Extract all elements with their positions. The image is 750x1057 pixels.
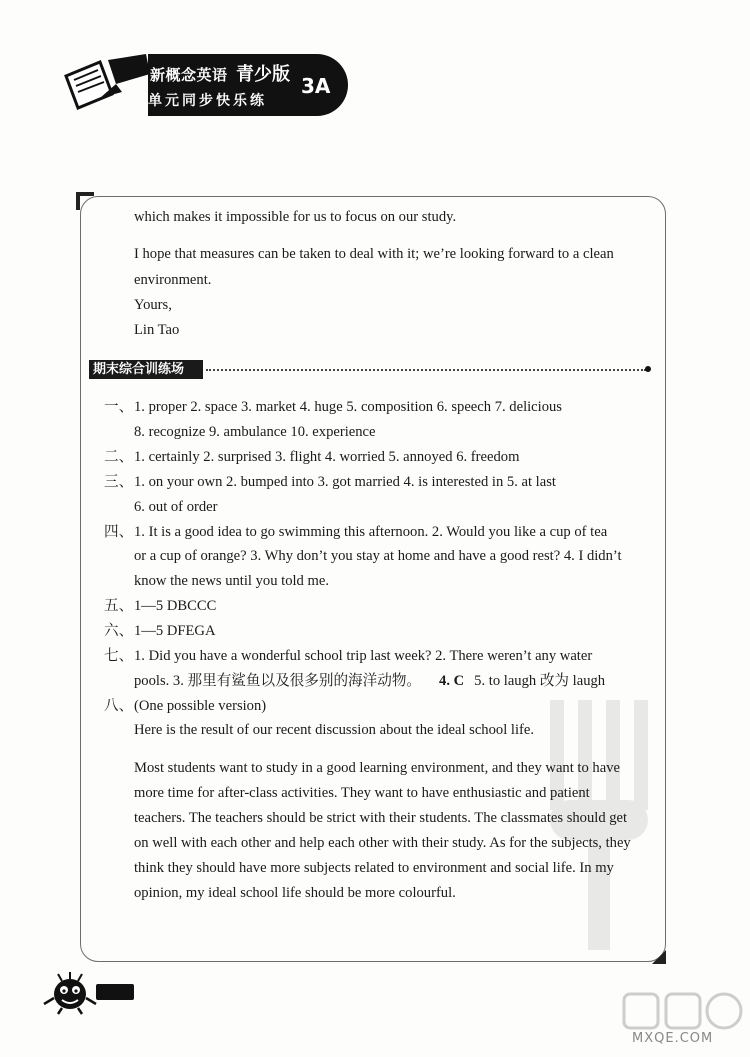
item-number: 三、 bbox=[104, 474, 134, 490]
answer-text: or a cup of orange? 3. Why don’t you stay at home and have a good rest? 4. I didn’t bbox=[134, 548, 622, 564]
answer-item bbox=[104, 397, 562, 417]
book-pencil-icon bbox=[60, 54, 150, 118]
essay-line: think they should have more subjects related to environment and social life. In my bbox=[134, 860, 614, 876]
answer-text: 8. recognize 9. ambulance 10. experience bbox=[134, 424, 376, 440]
answer-text bbox=[134, 671, 605, 691]
frame-corner-top-left bbox=[76, 192, 94, 210]
answer-item bbox=[104, 522, 607, 542]
letter-line: which makes it impossible for us to focus on our study. bbox=[134, 209, 457, 225]
essay-line: opinion, my ideal school life should be more colourful. bbox=[134, 885, 456, 901]
answer-text: pools. 3. 那里有鲨鱼以及很多别的海洋动物。 bbox=[134, 673, 422, 689]
essay-line: more time for after-class activities. They want to have enthusiastic and patient bbox=[134, 785, 590, 801]
letter-line: environment. bbox=[134, 272, 212, 288]
answer-item bbox=[104, 646, 592, 666]
answer-text: know the news until you told me. bbox=[134, 573, 329, 589]
answer-item bbox=[104, 696, 266, 716]
answer-text: 1—5 DFEGA bbox=[134, 623, 216, 639]
item-number: 八、 bbox=[104, 698, 134, 714]
frame-corner-bottom-right bbox=[652, 950, 666, 964]
series-edition: 青少版 bbox=[236, 64, 290, 85]
answer-item bbox=[104, 621, 215, 641]
answer-text: 1. proper 2. space 3. market 4. huge 5. composition 6. speech 7. delicious bbox=[134, 399, 562, 415]
answer-text: 1. Did you have a wonderful school trip last week? 2. There weren’t any water bbox=[134, 648, 593, 664]
essay-line: Most students want to study in a good learning environment, and they want to have bbox=[134, 760, 620, 776]
item-number: 五、 bbox=[104, 598, 134, 614]
mascot-icon bbox=[40, 970, 100, 1015]
answer-text: 6. out of order bbox=[134, 499, 218, 515]
essay-intro: Here is the result of our recent discussion about the ideal school life. bbox=[134, 722, 534, 738]
item-number: 七、 bbox=[104, 648, 134, 664]
answer-item bbox=[104, 596, 216, 616]
essay-line: teachers. The teachers should be strict with their students. The classmates should get bbox=[134, 810, 628, 826]
answer-item bbox=[104, 447, 519, 467]
item-number: 六、 bbox=[104, 623, 134, 639]
item-number: 一、 bbox=[104, 399, 134, 415]
letter-closing: Yours, bbox=[134, 297, 172, 313]
section-divider bbox=[206, 369, 646, 371]
answer-item bbox=[104, 472, 556, 492]
section-title: 期末综合训练场 bbox=[89, 360, 203, 379]
answer-text: 1. It is a good idea to go swimming this afternoon. 2. Would you like a cup of tea bbox=[134, 524, 608, 540]
series-subtitle: 单元同步快乐练 bbox=[148, 93, 267, 109]
essay-line: on well with each other and help each other with their study. As for the subjects, they bbox=[134, 835, 631, 851]
answer-text: 4. C bbox=[439, 673, 465, 689]
answer-text: 5. to laugh 改为 laugh bbox=[474, 673, 606, 689]
letter-signature: Lin Tao bbox=[134, 322, 180, 338]
level-label: 3A bbox=[301, 74, 331, 98]
answer-text: 1. certainly 2. surprised 3. flight 4. worried 5. annoyed 6. freedom bbox=[134, 449, 520, 465]
letter-line: I hope that measures can be taken to deal with it; we’re looking forward to a clean bbox=[134, 246, 614, 262]
series-title: 新概念英语 bbox=[150, 66, 228, 84]
watermark-brand-text: MXQE.COM bbox=[632, 1031, 714, 1046]
item-number: 二、 bbox=[104, 449, 134, 465]
section-divider-end bbox=[645, 366, 651, 372]
page-number-tab bbox=[96, 984, 134, 1000]
answer-text: (One possible version) bbox=[134, 698, 267, 714]
answer-text: 1. on your own 2. bumped into 3. got married 4. is interested in 5. at last bbox=[134, 474, 556, 490]
item-number: 四、 bbox=[104, 524, 134, 540]
answer-text: 1—5 DBCCC bbox=[134, 598, 217, 614]
